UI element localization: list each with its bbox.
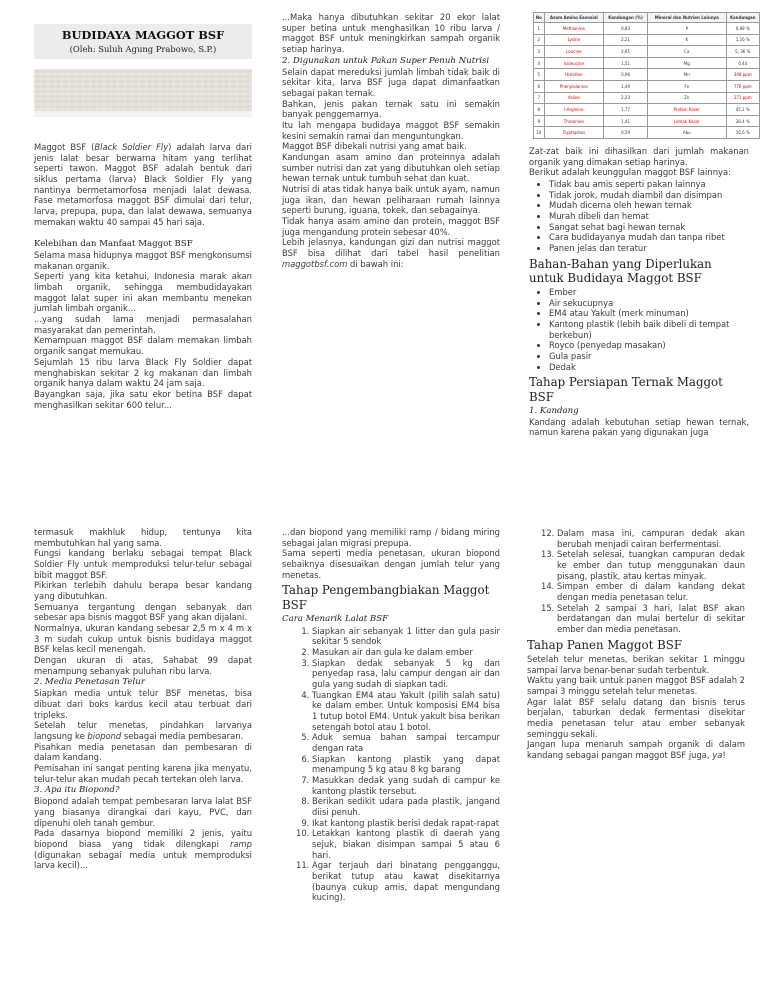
heading-kandang: 1. Kandang xyxy=(529,405,579,416)
heading-media: 2. Media Penetasan Telur xyxy=(34,677,145,688)
paragraph: Dengan ukuran di atas, Sahabat 99 dapat menampung sebanyak puluhan ribu larva. xyxy=(34,655,252,676)
table-cell: Phenylalanine xyxy=(544,81,603,93)
table-header-row xyxy=(534,13,760,23)
list-item: 15. Setelah 2 sampai 3 hari, lalat BSF akan berdatangan dan mulai bertelur di sekitar ember dan media penetasan. xyxy=(557,603,745,635)
list-item: 13. Setelah selesai, tuangkan campuran dedak ke ember dan tutup menggunakan daun pisang, plastik, atau kertas minyak. xyxy=(557,549,745,581)
table-cell: Lysine xyxy=(544,34,603,46)
heading-bahan: Bahan-Bahan yang Diperlukan untuk Budidaya Maggot BSF xyxy=(529,256,712,285)
table-cell: Ca xyxy=(648,46,726,58)
heading-panen: Tahap Panen Maggot BSF xyxy=(527,637,683,652)
paragraph: Semuanya tergantung dengan sebanyak dan sebesar apa bisnis maggot BSF yang akan dijalani. xyxy=(34,601,252,623)
table-cell: 348 ppm xyxy=(726,69,759,81)
paragraph: Zat-zat baik ini dihasilkan dari jumlah makanan organik yang dimakan setiap harinya. xyxy=(529,146,749,167)
table-cell: Methionine xyxy=(544,23,603,35)
table-cell: 2 xyxy=(534,34,545,46)
table-cell: Leucine xyxy=(544,46,603,58)
table-row xyxy=(534,57,760,69)
paragraph: Tidak hanya asam amino dan protein, maggot BSF juga mengandung protein sebesar 40%. xyxy=(282,216,500,237)
paragraph: ...Maka hanya dibutuhkan sekitar 20 ekor lalat super betina untuk menghasilkan 10 ribu larva / maggot BSF untuk meningkirkan sampah organik setiap harinya. xyxy=(282,12,500,55)
paragraph: Fungsi kandang berlaku sebagai tempat Black Soldier Fly untuk memproduksi telur-telur sebagai bibit maggot BSF. xyxy=(34,548,252,580)
list-item: 5. Aduk semua bahan sampai tercampur dengan rata xyxy=(312,732,500,753)
heading-kelebihan: Kelebihan dan Manfaat Maggot BSF xyxy=(34,239,193,250)
list-item: 10. Letakkan kantong plastik di daerah yang sejuk, biakan disimpan sampai 5 atau 6 hari. xyxy=(312,828,500,860)
paragraph: Itu lah mengapa budidaya maggot BSF semakin kesini semakin ramai dan menguntungkan. xyxy=(282,119,500,141)
table-cell: 5 xyxy=(534,69,545,81)
table-cell: 2,23 xyxy=(604,92,648,104)
table-cell: Valine xyxy=(544,92,603,104)
table-cell: Tryptophan xyxy=(544,127,603,139)
table-cell: 0,59 xyxy=(604,127,648,139)
table-row xyxy=(534,23,760,35)
paragraph: Berikut adalah keunggulan maggot BSF lainnya: xyxy=(529,167,731,178)
table-header-cell: Kandungan xyxy=(726,13,759,23)
heading-pengembangbiakan: Tahap Pengembangbiakan Maggot BSF xyxy=(282,583,490,612)
column-5 xyxy=(282,527,500,904)
list-item: 3. Siapkan dedak sebanyak 5 kg dan penyedap rasa, lalu campur dengan air dan gula yang sudah di siapkan tadi. xyxy=(312,658,500,690)
table-cell: 1 xyxy=(534,23,545,35)
table-cell: K xyxy=(648,34,726,46)
table-row xyxy=(534,104,760,116)
list-item: • Cara budidayanya mudah dan tanpa ribet xyxy=(549,232,749,243)
table-cell: 28,4 % xyxy=(726,115,759,127)
list-item: 12. Dalam masa ini, campuran dedak akan berubah menjadi cairan berfermentasi. xyxy=(557,528,745,549)
nutrition-table xyxy=(533,12,760,139)
column-2 xyxy=(282,12,500,269)
column-6 xyxy=(527,527,745,761)
table-cell: 6 xyxy=(534,81,545,93)
table-cell: 7 xyxy=(534,92,545,104)
paragraph: Seperti yang kita ketahui, Indonesia marak akan limbah organik, sehingga membudidayakan maggot lalat super ini akan membantu menekan jumlah limbah organik... xyxy=(34,271,252,314)
table-cell: Abu xyxy=(648,127,726,139)
table-cell: Mn xyxy=(648,69,726,81)
paragraph: Setelah telur menetas, berikan sekitar 1 minggu sampai larva benar-benar sudah terbentuk. xyxy=(527,653,745,675)
heading-biopond: 3. Apa itu Biopond? xyxy=(34,785,120,796)
paragraph: Sama seperti media penetasan, ukuran biopond sebaiknya disesuaikan dengan jumlah telur yang menetas. xyxy=(282,548,500,580)
paragraph: Nutrisi di atas tidak hanya baik untuk ayam, namun juga ikan, dan hewan peliharaan rumah lainnya seperti burung, iguana, tokek, dan sebagainya. xyxy=(282,183,500,216)
paragraph: Maggot BSF dibekali nutrisi yang amat baik. xyxy=(282,141,467,152)
paragraph: Agar lalat BSF selalu datang dan bisnis terus berjalan, taburkan dedak fermentasi disekitar media penetasan telur atau ember sebanyak seminggu sekali. xyxy=(527,696,745,739)
paragraph: Sejumlah 15 ribu larva Black Fly Soldier dapat menghabiskan sekitar 2 kg makanan dan limbah organik hanya dalam waktu 24 jam saja. xyxy=(34,356,252,389)
table-cell: 16,6 % xyxy=(726,127,759,139)
list-item: • Panen jelas dan teratur xyxy=(549,243,749,254)
heading-pakan: 2. Digunakan untuk Pakan Super Penuh Nutrisi xyxy=(282,55,490,66)
table-cell: 10 xyxy=(534,127,545,139)
table-header-cell: Mineral dan Nutrien Lainnya xyxy=(648,13,726,23)
keunggulan-list xyxy=(529,179,749,254)
paragraph: Selain dapat mereduksi jumlah limbah tidak baik di sekitar kita, larva BSF juga dapat dimanfaatkan sebagai pakan ternak. xyxy=(282,66,500,98)
table-cell: I-Arginine xyxy=(544,104,603,116)
paragraph: Kandang adalah kebutuhan setiap hewan ternak, namun karena pakan yang digunakan juga xyxy=(529,416,749,438)
paragraph: Jangan lupa menaruh sampah organik di dalam kandang sebagai pangan maggot BSF juga, ya! xyxy=(527,739,745,760)
list-item: 6. Siapkan kantong plastik yang dapat menampung 5 kg atau 8 kg barang xyxy=(312,754,500,775)
table-cell: P xyxy=(648,23,726,35)
list-item: • Tidak bau amis seperti pakan lainnya xyxy=(549,179,749,190)
table-cell: 2,61 xyxy=(604,46,648,58)
paragraph: Pisahkan media penetasan dan pembesaran di dalam kandang. xyxy=(34,741,252,763)
table-header-cell: Asam Amino Esensial xyxy=(544,13,603,23)
paragraph: Normalnya, ukuran kandang sebesar 2,5 m x 4 m x 3 m sudah cukup untuk bisnis budidaya maggot BSF kelas kecil menengah. xyxy=(34,623,252,655)
list-item: • Ember xyxy=(549,287,749,298)
table-cell: 776 ppm xyxy=(726,81,759,93)
paragraph: Bayangkan saja, jika satu ekor betina BSF dapat menghasilkan sekitar 600 telur... xyxy=(34,388,252,410)
paragraph: Bahkan, jenis pakan ternak satu ini semakin banyak penggemarnya. xyxy=(282,98,500,120)
list-item: • EM4 atau Yakult (merk minuman) xyxy=(549,308,749,319)
column-4 xyxy=(34,527,252,871)
document-title: BUDIDAYA MAGGOT BSF xyxy=(61,28,225,42)
table-cell: Lemak Kasar xyxy=(648,115,726,127)
table-cell: 1,49 xyxy=(604,81,648,93)
table-cell: 45,2 % xyxy=(726,104,759,116)
list-item: • Gula pasir xyxy=(549,351,749,362)
paragraph: Pikirkan terlebih dahulu berapa besar kandang yang dibutuhkan. xyxy=(34,580,252,602)
table-cell: 1,51 xyxy=(604,57,648,69)
table-cell: Fe xyxy=(648,81,726,93)
table-cell: Zn xyxy=(648,92,726,104)
list-item: • Air sekucupnya xyxy=(549,298,749,309)
table-row xyxy=(534,81,760,93)
table-cell: 271 ppm xyxy=(726,92,759,104)
table-row xyxy=(534,115,760,127)
paragraph: Lebih jelasnya, kandungan gizi dan nutrisi maggot BSF bisa dilihat dari tabel hasil penelitian maggotbsf.com di bawah ini: xyxy=(282,237,500,269)
list-item: • Mudah dicerna oleh hewan ternak xyxy=(549,200,749,211)
table-cell: 0,44 xyxy=(726,57,759,69)
steps-list-continued xyxy=(527,528,745,635)
table-cell: 0,88 % xyxy=(726,23,759,35)
author-line: (Oleh: Suluh Agung Prabowo, S.P.) xyxy=(69,44,217,55)
paragraph: Siapkan media untuk telur BSF menetas, bisa dibuat dari boks kardus kecil atau terbuat dari tripleks. xyxy=(34,688,252,720)
list-item: • Tidak jorok, mudah diambil dan disimpan xyxy=(549,190,749,201)
list-item: 8. Berikan sedikit udara pada plastik, jangand diisi penuh. xyxy=(312,796,500,817)
paragraph: ...yang sudah lama menjadi permasalahan masyarakat dan pemerintah. xyxy=(34,314,252,335)
maggot-photo xyxy=(34,59,252,135)
table-row xyxy=(534,46,760,58)
table-row xyxy=(534,69,760,81)
table-cell: Mg xyxy=(648,57,726,69)
table-cell: 0,83 xyxy=(604,23,648,35)
table-cell: Protein Kasar xyxy=(648,104,726,116)
paragraph: termasuk makhluk hidup, tentunya kita membutuhkan hal yang sama. xyxy=(34,527,252,548)
table-cell: 5, 36 % xyxy=(726,46,759,58)
column-3 xyxy=(529,12,756,438)
paragraph: Pemisahan ini sangat penting karena jika menyatu, telur-telur akan mudah pecah tertekan oleh larva. xyxy=(34,763,252,784)
table-cell: 3 xyxy=(534,46,545,58)
table-header-cell: No xyxy=(534,13,545,23)
steps-list xyxy=(282,626,500,903)
table-cell: 1,16 % xyxy=(726,34,759,46)
source-link[interactable]: maggotbsf.com xyxy=(282,258,348,269)
paragraph: Kemampuan maggot BSF dalam memakan limbah organik sangat memukau. xyxy=(34,335,252,357)
paragraph: ...dan biopond yang memiliki ramp / bidang miring sebagai jalan migrasi prepupa. xyxy=(282,527,500,548)
table-cell: Isoleucine xyxy=(544,57,603,69)
table-cell: 9 xyxy=(534,115,545,127)
title-block xyxy=(34,24,252,59)
list-item: 2. Masukan air dan gula ke dalam ember xyxy=(312,647,500,658)
list-item: • Murah dibeli dan hemat xyxy=(549,211,749,222)
table-cell: 1,77 xyxy=(604,104,648,116)
list-item: • Sangat sehat bagi hewan ternak xyxy=(549,222,749,233)
table-cell: 4 xyxy=(534,57,545,69)
paragraph: Selama masa hidupnya maggot BSF mengkonsumsi makanan organik. xyxy=(34,250,252,271)
list-item: • Dedak xyxy=(549,362,749,373)
list-item: 4. Tuangkan EM4 atau Yakult (pilih salah satu) ke dalam ember. Untuk komposisi EM4 bisa 1 tutup botol EM4. Untuk yakult bisa berikan setengah botol atau 1 botol. xyxy=(312,690,500,733)
table-row xyxy=(534,92,760,104)
paragraph: Biopond adalah tempat pembesaran larva lalat BSF yang biasanya dirangkai dari kayu, PVC, dan dipenuhi oleh tanah gembur. xyxy=(34,796,252,828)
table-header-cell: Kandungan (%) xyxy=(604,13,648,23)
table-cell: 8 xyxy=(534,104,545,116)
heading-cara: Cara Menarik Lalat BSF xyxy=(282,613,389,624)
list-item: 1. Siapkan air sebanyak 1 litter dan gula pasir sekitar 5 sendok xyxy=(312,626,500,647)
table-cell: Threonine xyxy=(544,115,603,127)
paragraph: Waktu yang baik untuk panen maggot BSF adalah 2 sampai 3 minggu setelah telur menetas. xyxy=(527,675,745,696)
list-item: 9. Ikat kantong plastik berisi dedak rapat-rapat xyxy=(312,818,500,829)
table-row xyxy=(534,34,760,46)
table-cell: 1,41 xyxy=(604,115,648,127)
heading-persiapan: Tahap Persiapan Ternak Maggot BSF xyxy=(529,375,723,404)
list-item: • Kantong plastik (lebih baik dibeli di tempat berkebun) xyxy=(549,319,749,340)
list-item: • Royco (penyedap masakan) xyxy=(549,340,749,351)
list-item: 7. Masukkan dedak yang sudah di campur ke kantong plastik tersebut. xyxy=(312,775,500,796)
table-cell: Histidine xyxy=(544,69,603,81)
table-cell: 0,96 xyxy=(604,69,648,81)
intro-paragraph: Maggot BSF (Black Soldier Fly) adalah larva dari jenis lalat besar berwarna hitam yang terlihat seperti tawon. Maggot BSF adalah bentuk dari siklus pertama (larva) Black Soldier Fly yang nantinya bermetamorfosa menjadi lalat dewasa. Fase metamorfosa maggot BSF dimulai dari telur, larva, prepupa, pupa, dan lalat dewawa, semuanya memakan waktu 40 sampai 45 hari saja. xyxy=(34,141,252,227)
column-1 xyxy=(34,24,252,410)
table-cell: 2,21 xyxy=(604,34,648,46)
table-row xyxy=(534,127,760,139)
list-item: 11. Agar terjauh dari binatang pengganggu, berikat tutup atau kawat disekitarnya (baunya cukup amis, dapat mengundang kucing). xyxy=(312,860,500,903)
bahan-list xyxy=(529,287,749,372)
list-item: 14. Simpan ember di dalam kandang dekat dengan media penetasan telur. xyxy=(557,581,745,602)
paragraph: Setelah telur menetas, pindahkan larvanya langsung ke biopond sebagai media pembesaran. xyxy=(34,720,252,741)
paragraph: Pada dasarnya biopond memiliki 2 jenis, yaitu biopond biasa yang tidak dilengkapi ramp (digunakan sebagai media untuk memproduksi larva kecil)... xyxy=(34,828,252,871)
paragraph: Kandungan asam amino dan proteinnya adalah sumber nutrisi dan zat yang dibutuhkan oleh setiap hewan ternak untuk tumbuh sehat dan kuat. xyxy=(282,151,500,184)
